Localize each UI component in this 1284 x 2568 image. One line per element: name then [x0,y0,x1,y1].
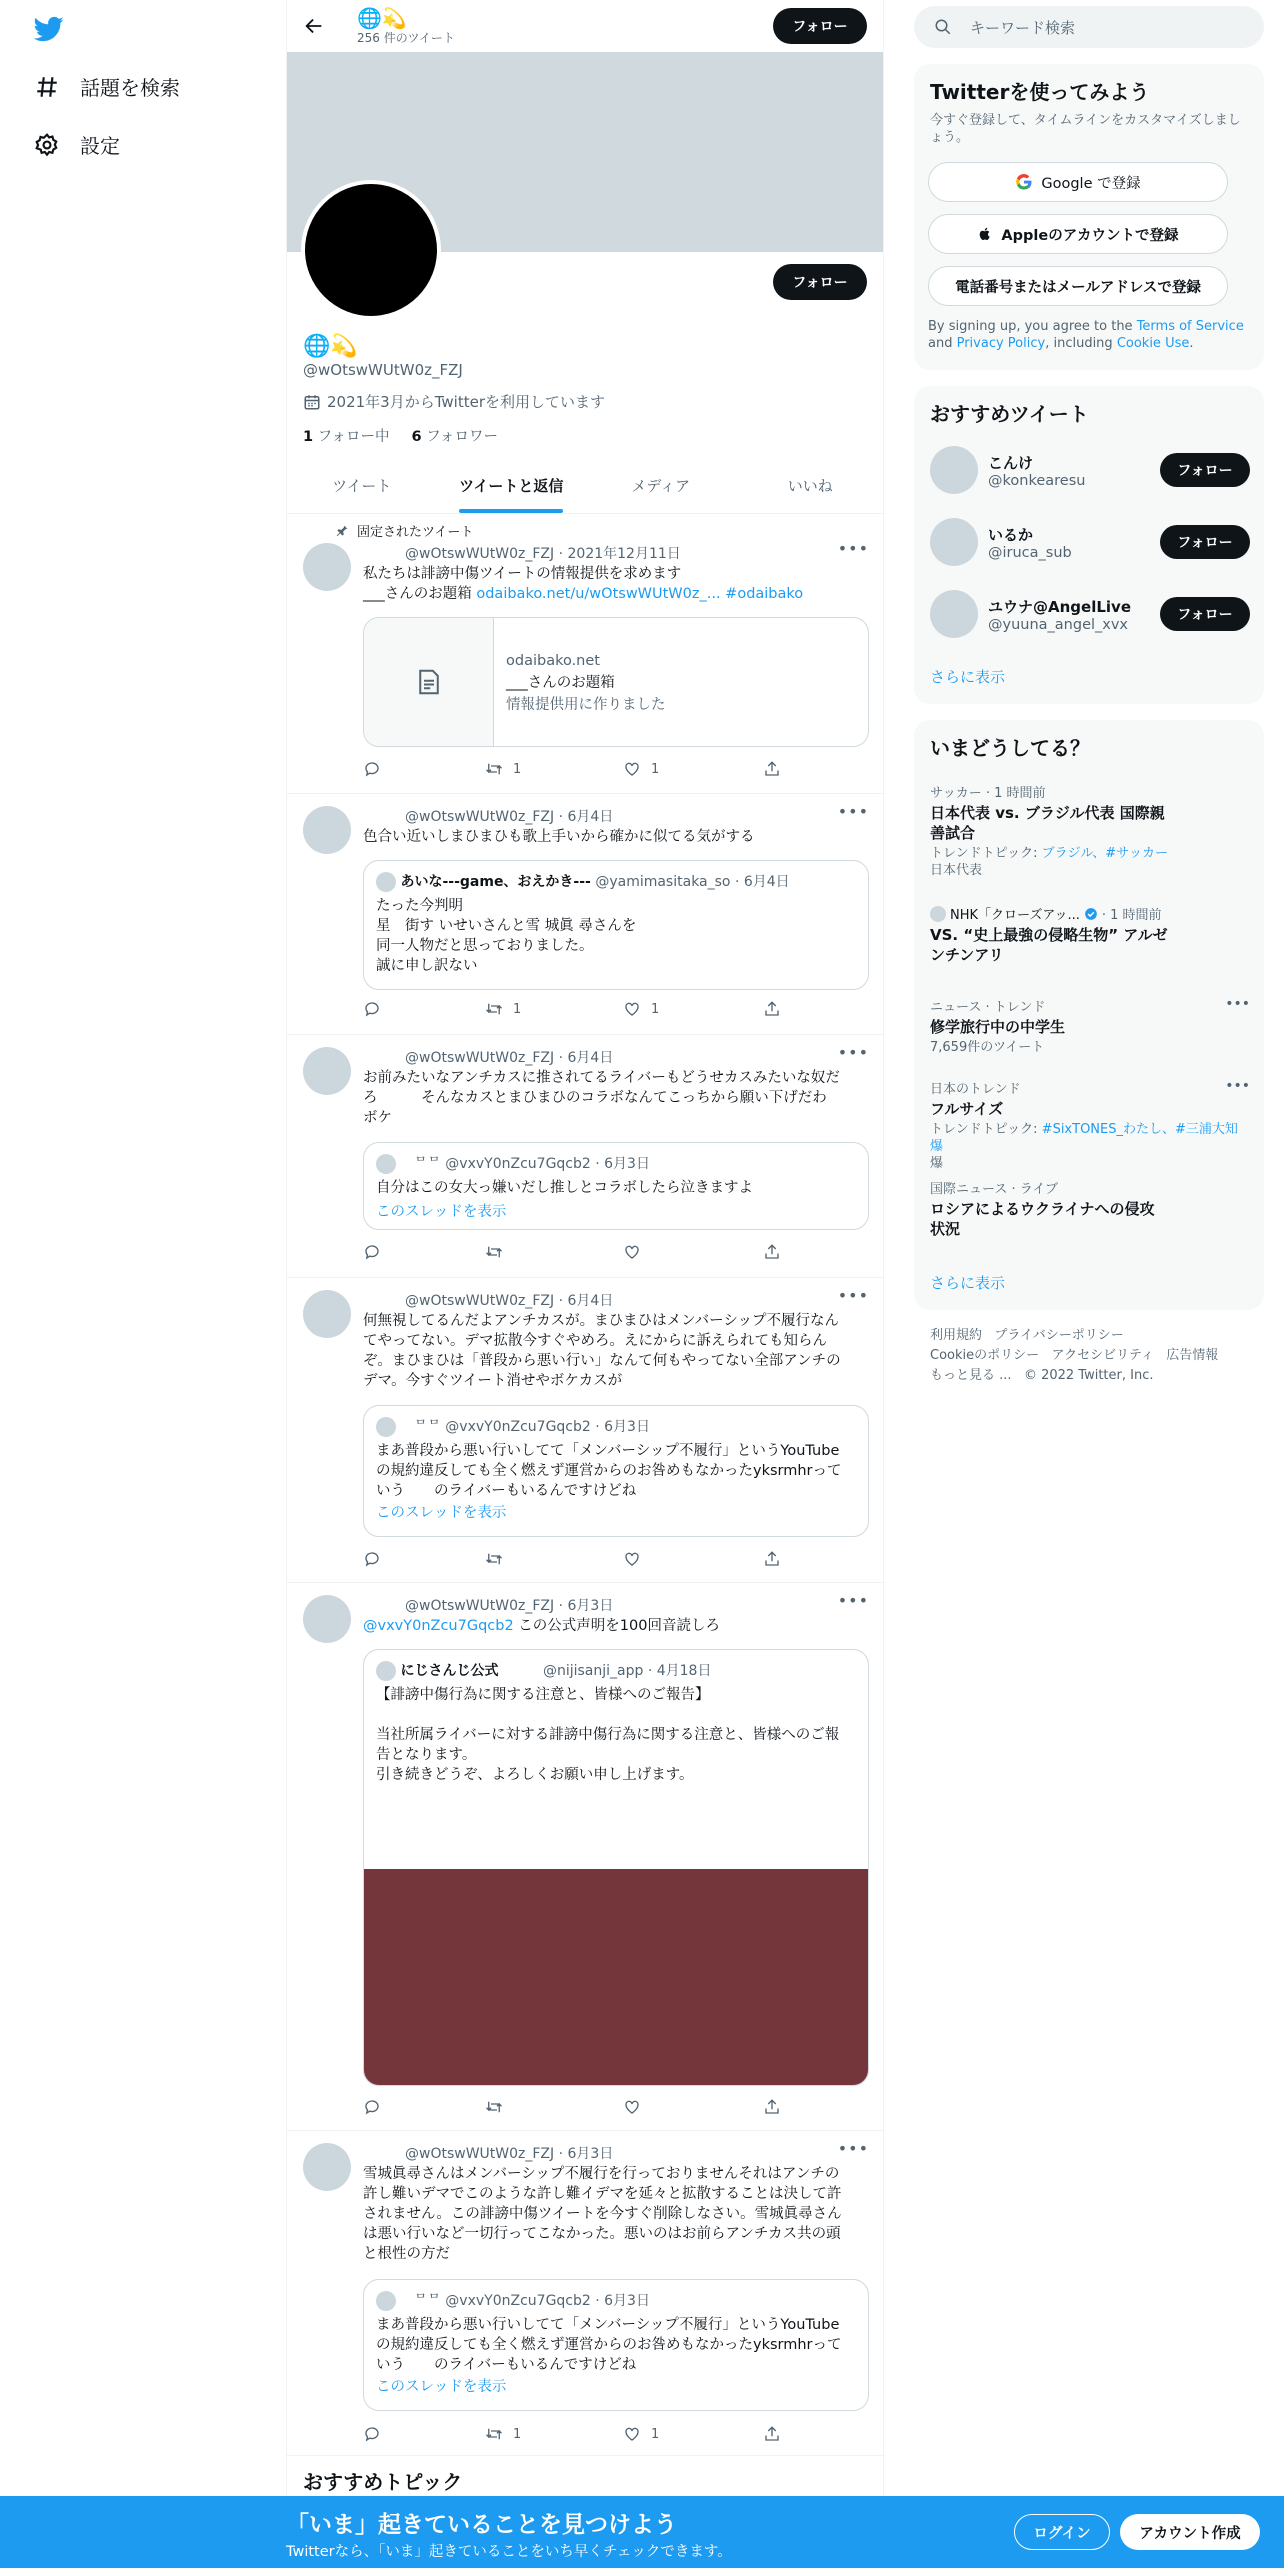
quote-text [376,1441,856,1501]
trend-subtitle: 7,659件のツイート [930,1040,1045,1055]
quote-avatar [376,1154,396,1174]
nav-explore[interactable] [34,72,180,101]
reply-icon [363,1550,381,1568]
trends-card [914,720,1264,1310]
search-input[interactable]: キーワード検索 [970,18,1076,37]
who-name: こんけ [988,453,1034,472]
who-show-more[interactable]: さらに表示 [930,668,1006,686]
tab-media[interactable]: メディア [631,477,691,495]
quote-meta: ᄆᄆ @vxvY0nZcu7Gqcb2 · 6月3日 [413,2293,650,2309]
who-user[interactable] [930,442,1250,498]
share-button[interactable] [763,2425,781,2443]
share-button[interactable] [763,1243,781,1261]
heart-icon [623,1243,641,1261]
footer-terms[interactable]: 利用規約 [930,1328,983,1343]
tweet-text-line: は悪い行いなど一切行ってこなかった。悪いのはお前らアンチカス共の頭 [363,2226,841,2242]
tweet-text-line: されません。この誹謗中傷ツイートを今すぐ削除しなさい。雪城眞尋さん [363,2206,842,2222]
tweet-meta: @wOtswWUtW0z_FZJ · 6月4日 [405,809,614,825]
quote-meta: ᄆᄆ @vxvY0nZcu7Gqcb2 · 6月3日 [413,1419,650,1435]
profile-tabs [287,458,885,514]
who-to-follow-card [914,386,1264,704]
tweet-text-line: 何無視してるんだよアンチカスが。まひまひはメンバーシップ不履行なん [363,1313,840,1329]
tweet-text [363,1068,867,1128]
reply-icon [363,2425,381,2443]
trend-context [930,904,1250,923]
bottom-login-button[interactable]: ログイン [1014,2514,1110,2550]
tweet-actions [363,2098,793,2116]
who-user[interactable] [930,586,1250,642]
trend-topic-links[interactable]: #SixTONES_わたし、#三浦大知爆 [930,1122,1238,1154]
quote-avatar [376,2291,396,2311]
mention-link[interactable]: @vxvY0nZcu7Gqcb2 [363,1618,514,1634]
quote-line: 【誹謗中傷行為に関する注意と、皆様へのご報告】 [376,1687,710,1703]
profile-header [287,0,883,52]
like-button[interactable] [623,760,763,778]
retweet-count: 1 [513,1001,522,1017]
like-button[interactable] [623,1000,763,1018]
who-name: ユウナ@AngelLive [988,597,1131,616]
profile-follow-button[interactable]: フォロー [773,264,867,300]
footer-ads[interactable]: 広告情報 [1166,1348,1219,1363]
like-button[interactable] [623,1243,763,1261]
more-icon[interactable]: ••• [837,2139,869,2158]
show-thread-link[interactable]: このスレッドを表示 [376,1505,507,1521]
more-icon[interactable]: ••• [837,802,869,821]
footer-cookie[interactable]: Cookieのポリシー [930,1348,1040,1363]
trend-context: 国際ニュース · ライブ [930,1182,1058,1197]
show-thread-link[interactable]: このスレッドを表示 [376,1204,507,1220]
footer-privacy[interactable]: プライバシーポリシー [994,1328,1124,1343]
trend-item[interactable] [930,904,1250,965]
google-icon [1015,173,1033,191]
more-icon[interactable]: ••• [1225,1078,1250,1094]
share-icon [763,760,781,778]
trend-sub-prefix: トレンドトピック: [930,1122,1042,1137]
share-button[interactable] [763,1000,781,1018]
trend-title: 日本代表 vs. ブラジル代表 国際親 [930,804,1165,822]
like-button[interactable] [623,2425,763,2443]
retweet-icon [485,2425,503,2443]
quoted-tweet[interactable] [363,1649,869,2086]
terms-text: By signing up, you agree to the [928,319,1137,334]
tweet-actions [363,1243,793,1261]
share-button[interactable] [763,2098,781,2116]
quote-line: の規約違反しても全く燃えず運営からのお咎めもなかったyksrmhrって [376,1463,842,1479]
heart-icon [623,1550,641,1568]
quote-name: あいな---game、おえかき--- [400,874,591,890]
tweet-text-line: ボケ [363,1110,392,1126]
phone-signup-button[interactable] [928,266,1228,306]
quote-avatar [376,1417,396,1437]
quote-line: まあ普段から悪い行いしてて「メンバーシップ不履行」というYouTube [376,2317,840,2333]
tweet-actions [363,2425,793,2443]
like-count: 1 [651,1001,660,1017]
main-column [286,0,884,2568]
trend-title: フルサイズ [930,1100,1004,1118]
retweet-icon [485,760,503,778]
quote-line: いう のライバーもいるんですけどね [376,1483,637,1499]
who-avatar[interactable] [930,446,978,494]
trend-subtitle [930,845,1250,862]
tweet-text-line: お前みたいなアンチカスに推されてるライバーもどうせカスみたいな奴だ [363,1070,840,1086]
odaibako-link[interactable]: odaibako.net/u/wOtswWUtW0z_... [476,586,721,602]
tweet-avatar[interactable] [303,1290,351,1338]
trend-title: 修学旅行中の中学生 [930,1018,1066,1036]
share-icon [763,1000,781,1018]
like-count: 1 [651,2426,660,2442]
tweet-text-line: 私たちは誹謗中傷ツイートの情報提供を求めます [363,566,682,582]
retweet-icon [485,2098,503,2116]
quote-line: まあ普段から悪い行いしてて「メンバーシップ不履行」というYouTube [376,1443,840,1459]
trend-avatar [930,906,946,922]
trend-title: ンチンアリ [930,946,1004,964]
footer-more[interactable]: もっと見る ... [930,1368,1012,1383]
profile-avatar[interactable] [301,180,441,320]
privacy-link[interactable]: Privacy Policy [956,336,1046,351]
heart-icon [623,760,641,778]
quoted-tweet[interactable] [363,1405,869,1537]
quoted-tweet[interactable] [363,2279,869,2411]
heart-icon [623,1000,641,1018]
header-follow-button[interactable]: フォロー [773,8,867,44]
tweet-actions [363,1000,793,1018]
trend-topic-links[interactable]: ブラジル、#サッカー [1041,846,1168,861]
quote-line: の規約違反しても全く燃えず運営からのお咎めもなかったyksrmhrって [376,2337,842,2353]
who-title: おすすめツイート [930,402,1089,426]
document-icon [414,667,444,697]
quote-text [376,1685,856,1785]
tweet-text [363,1311,867,1391]
quote-header [376,2290,856,2311]
tweet[interactable] [287,1035,885,1278]
retweet-button[interactable] [485,2425,623,2443]
trends-show-more[interactable]: さらに表示 [930,1274,1006,1292]
reply-button[interactable] [363,760,485,778]
pinned-label-row [335,521,473,540]
trend-context: サッカー · 1 時間前 [930,786,1046,801]
trend-title: VS. “史上最強の侵略生物” アルゼ [930,926,1168,944]
terms-text: and [928,336,957,351]
google-signup-button[interactable] [928,162,1228,202]
tweet-meta: @wOtswWUtW0z_FZJ · 2021年12月11日 [405,546,681,562]
tweet-avatar[interactable] [303,1595,351,1643]
footer-accessibility[interactable]: アクセシビリティ [1051,1348,1154,1363]
quote-header [376,1153,856,1174]
like-count: 1 [651,761,660,777]
who-avatar[interactable] [930,590,978,638]
trend-context-time: · 1 時間前 [1101,908,1162,923]
tweet-avatar[interactable] [303,806,351,854]
hashtag-icon [34,74,60,100]
signup-desc: 今すぐ登録して、タイムラインをカスタマイズしましょう。 [930,113,1241,145]
back-arrow-icon[interactable] [303,15,325,37]
tab-likes[interactable]: いいね [787,477,833,495]
more-icon[interactable]: ••• [837,1591,869,1610]
apple-icon [977,226,993,242]
quote-line: 誠に申し訳ない [376,958,478,974]
quote-meta: ᄆᄆ @vxvY0nZcu7Gqcb2 · 6月3日 [413,1156,650,1172]
reply-button[interactable] [363,1000,485,1018]
retweet-icon [485,1243,503,1261]
bottom-signup-button[interactable]: アカウント作成 [1120,2514,1260,2550]
signup-card [914,64,1264,370]
followers-count: 6 [411,429,422,445]
like-button[interactable] [623,1550,763,1568]
bottom-bar-subtitle: Twitterなら、「いま」起きていることをいち早くチェックできます。 [286,2544,732,2560]
trend-topic-links[interactable]: 爆 [930,1156,944,1171]
tweet-text: 色合い近いしまひまひも歌上手いから確かに似てる気がする [363,829,755,845]
tab-tweets-and-replies[interactable]: ツイートと返信 [437,458,587,513]
pinned-label: 固定されたツイート [357,525,474,540]
quoted-tweet[interactable] [363,860,869,990]
quote-line: 当社所属ライバーに対する誹謗中傷行為に関する注意と、皆様へのご報 [376,1727,840,1743]
sidebar-footer [930,1326,1250,1386]
retweet-button[interactable] [485,2098,623,2116]
who-handle: @iruca_sub [988,544,1072,561]
who-user[interactable] [930,514,1250,570]
retweet-button[interactable] [485,1550,623,1568]
trend-item[interactable] [930,996,1250,1056]
quote-meta: @nijisanji_app · 4月18日 [542,1663,712,1679]
tweet[interactable] [287,1583,885,2131]
followers-link[interactable] [411,425,497,446]
tweet-text [363,2164,867,2264]
profile-name: 🌐💫 [303,334,358,359]
tweet-actions [363,1550,793,1568]
profile-stats [303,425,498,446]
phone-signup-label: 電話番号またはメールアドレスで登録 [955,279,1201,296]
who-follow-button[interactable]: フォロー [1160,453,1250,487]
trend-item[interactable] [930,1178,1250,1239]
link-card-title: ___さんのお題箱 [506,675,615,691]
twitter-logo-icon[interactable] [32,14,66,44]
link-card-domain: odaibako.net [506,653,600,669]
following-label: フォロー中 [317,429,390,445]
nav-explore-label: 話題を検索 [80,76,180,100]
more-icon[interactable]: ••• [1225,996,1250,1012]
tweet[interactable] [287,2131,885,2456]
footer-copyright: © 2022 Twitter, Inc. [1023,1368,1154,1383]
share-icon [763,1550,781,1568]
terms-text: , including [1045,336,1117,351]
quote-line: 告となります。 [376,1747,477,1763]
signup-title: Twitterを使ってみよう [930,80,1150,104]
quote-text [376,896,856,976]
tweet-text-line: 雪城眞尋さんはメンバーシップ不履行を行っておりませんそれはアンチの [363,2166,840,2182]
bottom-signup-bar [0,2496,1284,2568]
quote-header [376,871,856,892]
quote-line: いう のライバーもいるんですけどね [376,2357,637,2373]
reply-icon [363,760,381,778]
reply-button[interactable] [363,1550,485,1568]
trend-item[interactable] [930,782,1250,879]
retweet-icon [485,1550,503,1568]
quote-avatar [376,872,396,892]
retweet-icon [485,1000,503,1018]
quote-meta: @yamimasitaka_so · 6月4日 [595,874,790,890]
terms-text: . [1189,336,1194,351]
tweet-actions [363,760,793,778]
recommended-topics-heading: おすすめトピック [303,2470,463,2494]
heart-icon [623,2425,641,2443]
tweet-text-line: てやってない。デマ拡散今すぐやめろ。えにからに訴えられても知らん [363,1333,827,1349]
share-icon [763,2098,781,2116]
profile-handle: @wOtswWUtW0z_FZJ [303,361,463,379]
retweet-button[interactable] [485,760,623,778]
nav-settings[interactable] [34,130,120,159]
share-button[interactable] [763,760,781,778]
trend-context: ニュース · トレンド [930,1000,1046,1015]
reply-button[interactable] [363,2098,485,2116]
search-icon [934,18,952,36]
quote-line: 同一人物だと思っておりました。 [376,938,594,954]
trend-context-name: NHK「クローズアッ... [950,908,1080,923]
reply-icon [363,1243,381,1261]
following-count: 1 [303,429,314,445]
tweet-avatar[interactable] [303,543,351,591]
who-handle: @yuuna_angel_xvx [988,616,1129,633]
quote-line: 引き続きどうぞ、よろしくお願い申し上げます。 [376,1767,694,1783]
trend-title: ロシアによるウクライナへの侵攻 [930,1200,1155,1218]
tweet-avatar[interactable] [303,1047,351,1095]
tweet[interactable] [287,794,885,1035]
quote-header [376,1416,856,1437]
tweet-text-line: と根性の方だ [363,2246,450,2262]
link-card-desc: 情報提供用に作りました [506,697,666,713]
tweet-text-prefix: ___さんのお題箱 [363,586,477,602]
who-name: いるか [988,525,1034,544]
trends-title: いまどうしてる？ [930,736,1090,760]
link-card-thumb [364,618,494,746]
nav-settings-label: 設定 [80,134,120,158]
header-name: 🌐💫 [357,5,407,30]
google-signup-label: Google で登録 [1041,175,1141,192]
tweet-text [363,1616,867,1636]
header-tweet-count: 256 件のツイート [357,30,455,45]
tweet-meta: @wOtswWUtW0z_FZJ · 6月3日 [405,2146,614,2162]
tweet-text-line: 許し難いデマでこのような許し難イデマを延々と拡散することは決して許 [363,2186,842,2202]
quote-name: にじさんじ公式 [400,1663,499,1679]
trend-title: 状況 [930,1220,961,1238]
who-follow-button[interactable]: フォロー [1160,525,1250,559]
calendar-icon [303,393,321,411]
search-box[interactable] [914,6,1264,48]
quote-image[interactable] [364,1869,869,2086]
tweet-avatar[interactable] [303,2143,351,2191]
who-follow-button[interactable]: フォロー [1160,597,1250,631]
heart-icon [623,2098,641,2116]
like-button[interactable] [623,2098,763,2116]
following-link[interactable] [303,425,389,446]
gear-icon [34,132,60,158]
share-button[interactable] [763,1550,781,1568]
trend-sub-prefix: トレンドトピック: [930,846,1042,861]
who-avatar[interactable] [930,518,978,566]
profile-joined [303,391,605,412]
apple-signup-button[interactable] [928,214,1228,254]
bottom-bar-title: 「いま」起きていることを見つけよう [286,2512,677,2538]
tab-tweets[interactable]: ツイート [332,477,392,495]
trend-topic-links[interactable]: 日本代表 [930,863,983,878]
share-icon [763,2425,781,2443]
tweet-text-rest: この公式声明を100回音読しろ [513,1618,720,1634]
tweet-pinned[interactable] [287,515,885,794]
link-card[interactable] [363,617,869,747]
tweet-meta: @wOtswWUtW0z_FZJ · 6月4日 [405,1293,614,1309]
reply-button[interactable] [363,1243,485,1261]
retweet-button[interactable] [485,1243,623,1261]
quote-header [376,1660,856,1681]
reply-button[interactable] [363,2425,485,2443]
retweet-button[interactable] [485,1000,623,1018]
quote-text [376,2315,856,2375]
tweet-text-line: ろ そんなカスとまひまひのコラボなんてこっちから願い下げだわ [363,1090,827,1106]
cookie-link[interactable]: Cookie Use [1116,336,1190,351]
reply-icon [363,1000,381,1018]
verified-badge-icon [1084,907,1098,921]
quoted-tweet[interactable] [363,1142,869,1230]
quote-text: 自分はこの女大っ嫌いだし推しとコラボしたら泣きますよ [376,1180,753,1196]
profile-joined-text: 2021年3月からTwitterを利用しています [327,393,605,411]
pin-icon [335,524,349,538]
trend-title: 善試合 [930,824,976,842]
tweet-text-line [363,584,867,604]
trend-subtitle [930,1121,1250,1155]
share-icon [763,1243,781,1261]
more-icon[interactable]: ••• [837,539,869,558]
trend-context: 日本のトレンド [930,1082,1021,1097]
retweet-count: 1 [513,2426,522,2442]
quote-line: たった今判明 [376,898,463,914]
tweet-text-line: デマ。今すぐツイート消せやボケカスが [363,1373,623,1389]
tweet[interactable] [287,1278,885,1583]
reply-icon [363,2098,381,2116]
terms-link[interactable]: Terms of Service [1136,319,1244,334]
apple-signup-label: Appleのアカウントで登録 [1001,227,1179,244]
quote-avatar [376,1661,396,1681]
who-handle: @konkearesu [988,472,1086,489]
followers-label: フォロワー [426,429,498,445]
tweet-meta: @wOtswWUtW0z_FZJ · 6月3日 [405,1598,614,1614]
quote-line: 星 街す いせいさんと雪 城眞 尋さんを [376,918,637,934]
trend-item[interactable] [930,1078,1250,1172]
more-icon[interactable]: ••• [837,1286,869,1305]
tweet-text [363,564,867,604]
tweet-meta: @wOtswWUtW0z_FZJ · 6月4日 [405,1050,614,1066]
more-icon[interactable]: ••• [837,1043,869,1062]
show-thread-link[interactable]: このスレッドを表示 [376,2379,507,2395]
signup-terms [928,318,1252,352]
tweet-text-line: ぞ。まひまひは「普段から悪い行い」なんて何もやってない全部アンチの [363,1353,841,1369]
hashtag-link[interactable]: #odaibako [725,586,804,602]
retweet-count: 1 [513,761,522,777]
